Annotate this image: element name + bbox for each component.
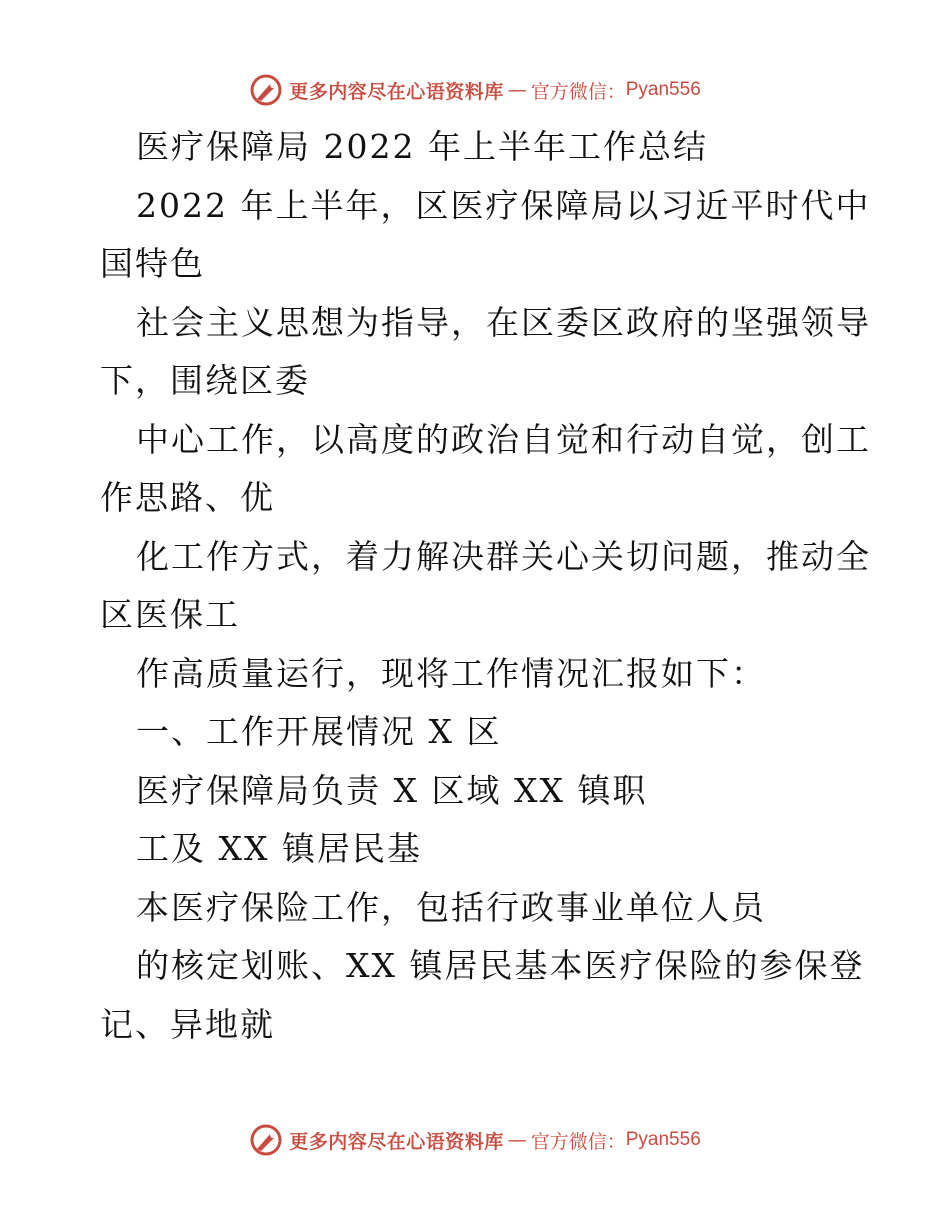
paragraph-line: 的核定划账、XX 镇居民基本医疗保险的参保登 xyxy=(136,946,865,985)
paragraph-line: 区医保工 xyxy=(100,595,240,634)
paragraph-line: 下，围绕区委 xyxy=(100,361,310,400)
pen-logo-icon xyxy=(249,1123,283,1157)
paragraph-line: 记、异地就 xyxy=(100,1004,275,1044)
paragraph-line: 作高质量运行，现将工作情况汇报如下： xyxy=(136,653,766,693)
paragraph-line: 医疗保障局负责 X 区域 XX 镇职 xyxy=(136,770,648,810)
document-title: 医疗保障局 2022 年上半年工作总结 xyxy=(136,127,708,166)
paragraph-line: 本医疗保险工作，包括行政事业单位人员 xyxy=(136,887,766,927)
watermark-header xyxy=(0,70,950,110)
document-body xyxy=(100,118,871,1054)
paragraph-line: 作思路、优 xyxy=(100,478,275,517)
paragraph-line: 中心工作，以高度的政治自觉和行动自觉，创工 xyxy=(136,419,871,459)
paragraph-line: 化工作方式，着力解决群关心关切问题，推动全 xyxy=(136,536,871,576)
watermark-id: Pyan556 xyxy=(625,1129,701,1150)
paragraph-line: 社会主义思想为指导，在区委区政府的坚强领导 xyxy=(136,302,871,342)
watermark-label: 官方微信： xyxy=(530,80,626,103)
watermark-separator: — xyxy=(507,79,527,101)
pen-logo-icon xyxy=(249,73,283,107)
watermark-separator: — xyxy=(507,1129,527,1151)
paragraph-line: 2022 年上半年，区医疗保障局以习近平时代中 xyxy=(136,185,871,225)
watermark-text: 更多内容尽在心语资料库 xyxy=(289,1130,504,1153)
paragraph-line: 国特色 xyxy=(100,244,205,283)
paragraph-line: 工及 XX 镇居民基 xyxy=(136,829,422,868)
watermark-id: Pyan556 xyxy=(625,79,701,100)
watermark-label: 官方微信： xyxy=(530,1130,626,1153)
paragraph-line: 一、工作开展情况 X 区 xyxy=(136,712,502,751)
watermark-text: 更多内容尽在心语资料库 xyxy=(289,80,504,103)
watermark-footer xyxy=(0,1120,950,1160)
